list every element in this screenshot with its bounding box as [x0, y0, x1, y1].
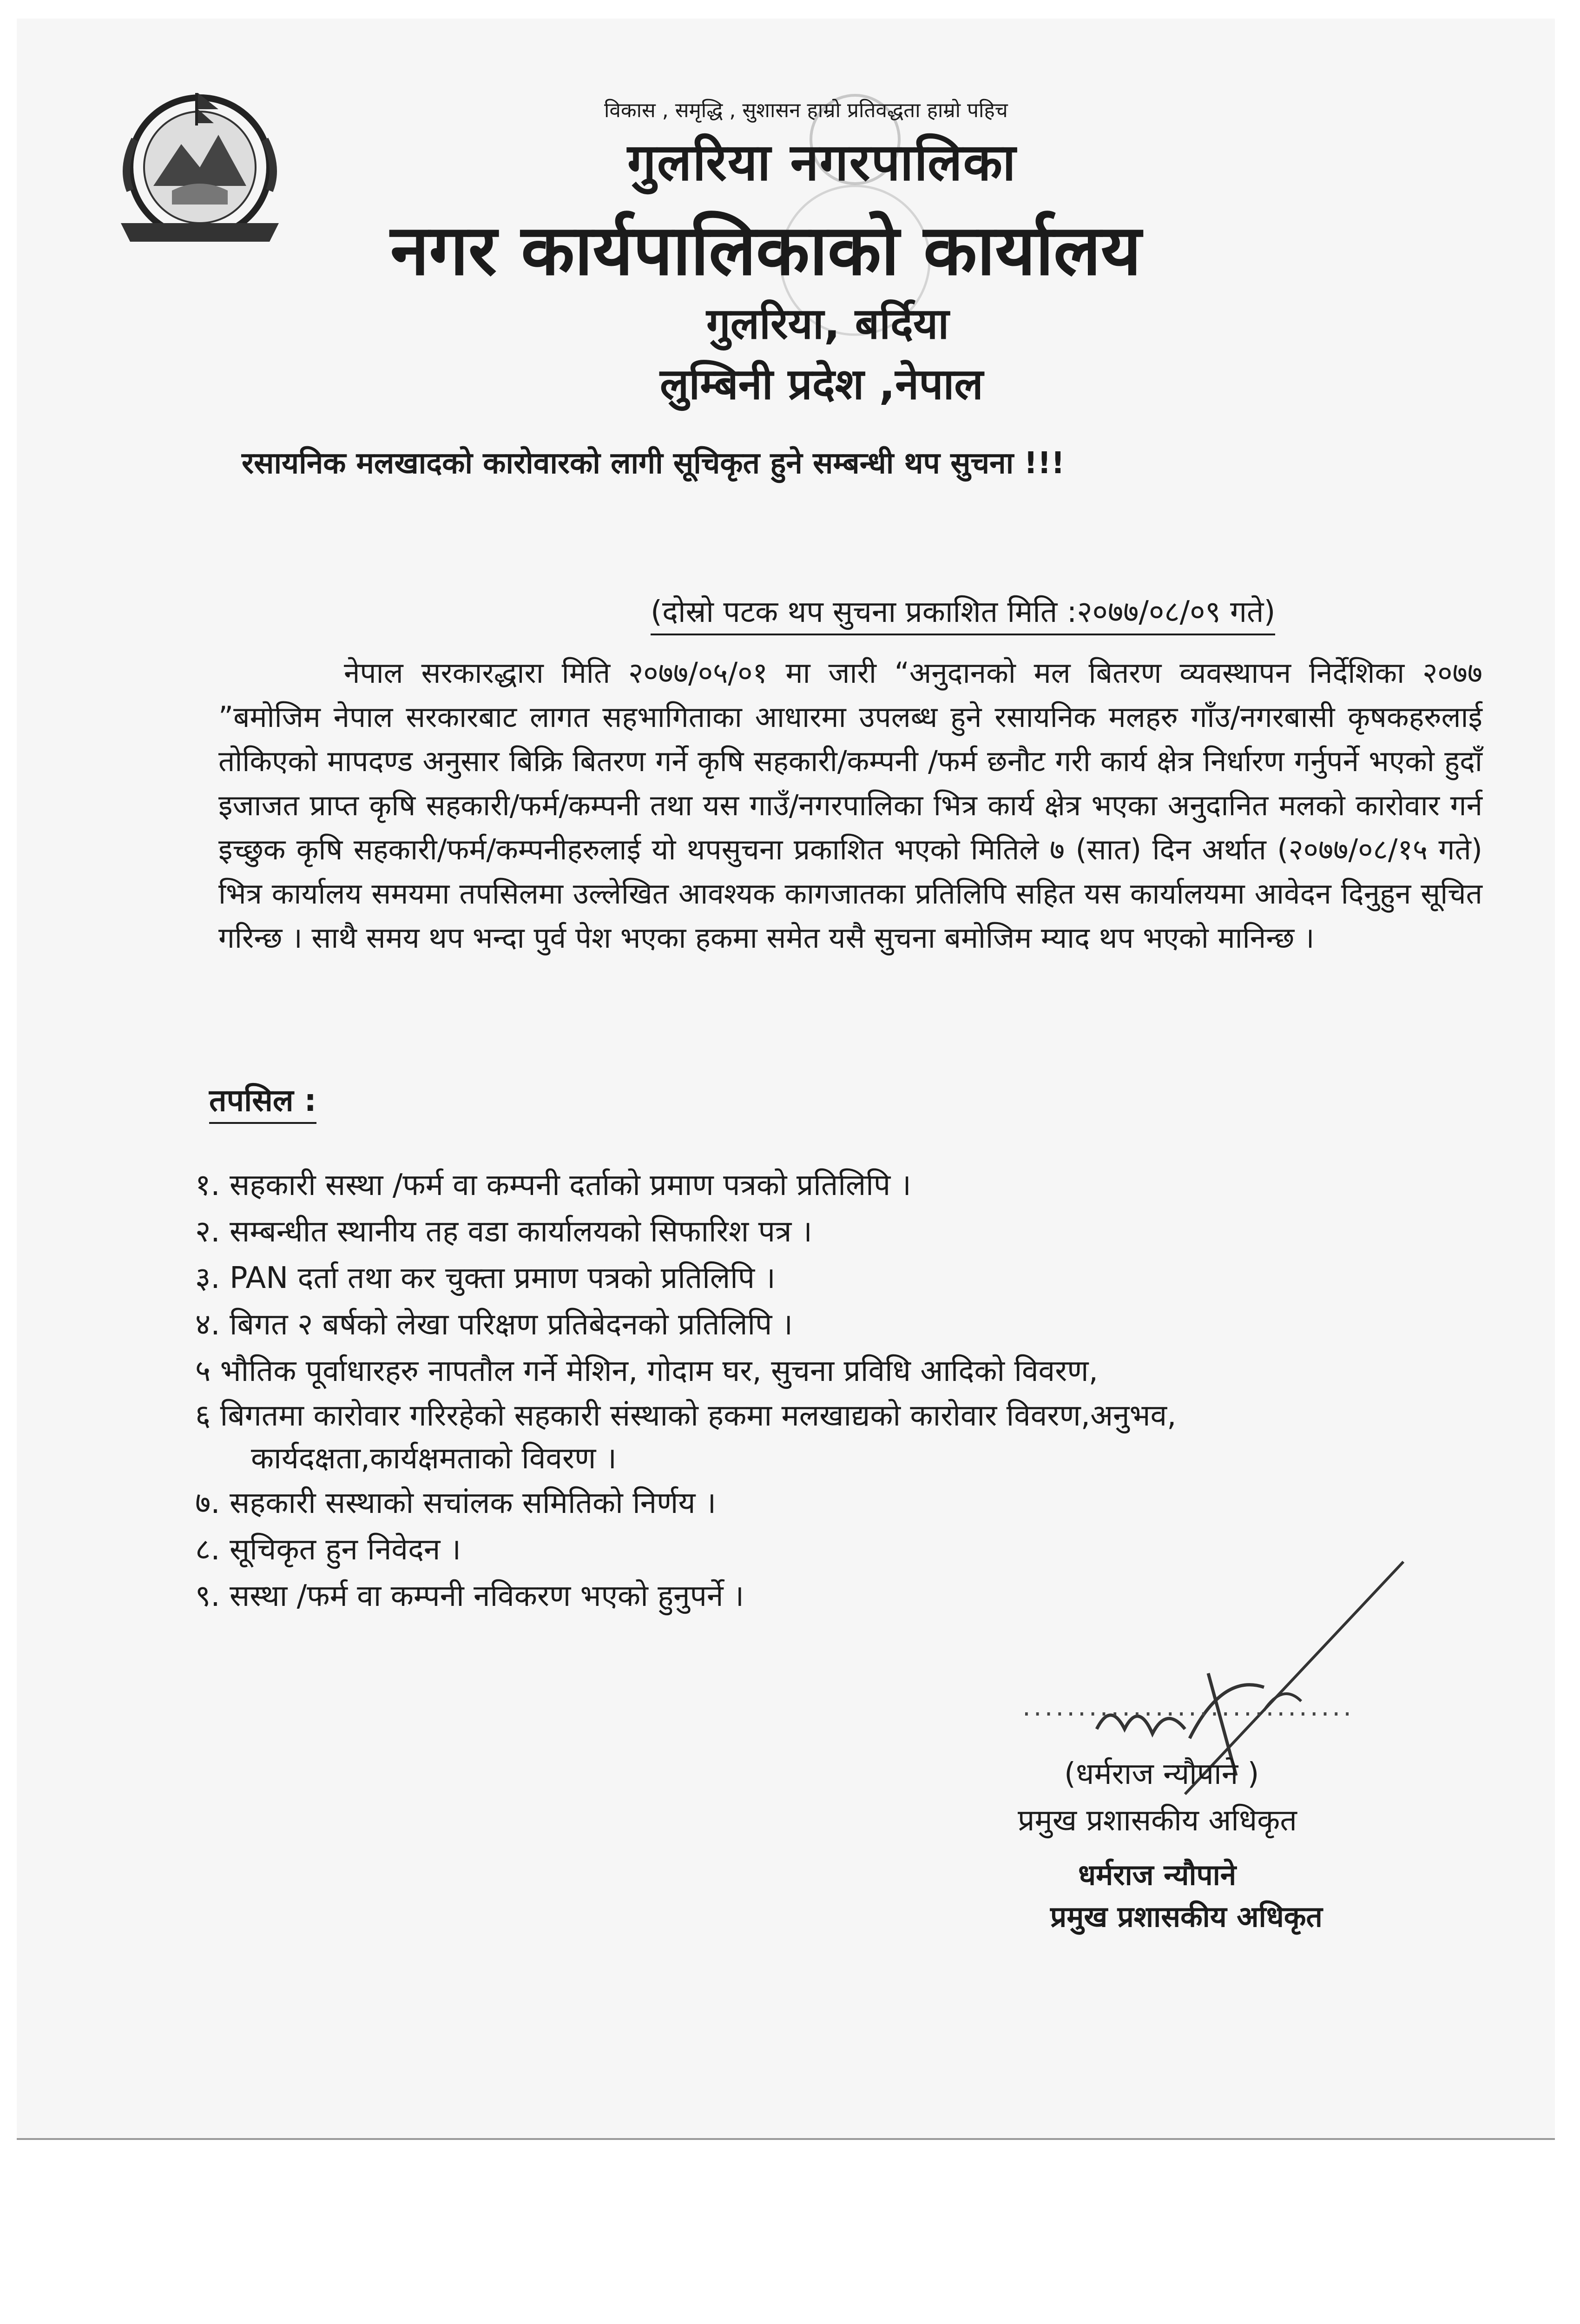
organization-name: गुलरिया नगरपालिका — [627, 132, 1017, 192]
list-item: ९. सस्था /फर्म वा कम्पनी नविकरण भएको हुनुपर्ने । — [195, 1579, 744, 1613]
motto: विकास , समृद्धि , सुशासन हाम्रो प्रतिवद्धता हाम्रो पहिच — [604, 99, 1008, 122]
list-item: २. सम्बन्धीत स्थानीय तह वडा कार्यालयको सिफारिश पत्र । — [195, 1215, 812, 1249]
list-item: ३. PAN दर्ता तथा कर चुक्ता प्रमाण पत्रको प्रतिलिपि । — [195, 1261, 776, 1295]
list-item: ४. बिगत २ बर्षको लेखा परिक्षण प्रतिबेदनको प्रतिलिपि । — [195, 1307, 793, 1342]
notice-subject: रसायनिक मलखादको कारोवारको लागी सूचिकृत हुने सम्बन्धी थप सुचना !!! — [242, 446, 1065, 481]
list-item: कार्यदक्षता,कार्यक्षमताको विवरण । — [251, 1441, 617, 1476]
address-line-1: गुलरिया, बर्दिया — [706, 299, 949, 349]
list-item: ५ भौतिक पूर्वाधारहरु नापतौल गर्ने मेशिन, गोदाम घर, सुचना प्रविधि आदिको विवरण, — [195, 1354, 1098, 1388]
notice-body: नेपाल सरकारद्धारा मिति २०७७/०५/०१ मा जारी “अनुदानको मल बितरण व्यवस्थापन निर्देशिका २०७७ ”बमोजिम नेपाल सरकारबाट लागत सहभागिताका आधारमा उपलब्ध हुने रसायनिक मलहरु गाँउ/नगरबासी कृषकहरुलाई तोकिएको मापदण्ड अनुसार बिक्रि बितरण गर्ने कृषि सहकारी/कम्पनी /फर्म छनौट गरी कार्य क्षेत्र निर्धारण गर्नुपर्ने भएको हुदाँ इजाजत प्राप्त कृषि सहकारी/फर्म/कम्पनी तथा यस गाउँ/नगरपालिका भित्र कार्य क्षेत्र भएका अनुदानित मलको कारोवार गर्न इच्छुक कृषि सहकारी/फर्म/कम्पनीहरुलाई यो थपसुचना प्रकाशित भएको मितिले ७ (सात) दिन अर्थात (२०७७/०८/१५ गते) भित्र कार्यालय समयमा तपसिलमा उल्लेखित आवश्यक कागजातका प्रतिलिपि सहित यस कार्यालयमा आवेदन दिनुहुन सूचित गरिन्छ । साथै समय थप भन्दा पुर्व पेश भएका हकमा समेत यसै सुचना बमोजिम म्याद थप भएको मानिन्छ । — [218, 656, 1482, 955]
list-item: ६ बिगतमा कारोवार गरिरहेको सहकारी संस्थाको हकमा मलखाद्यको कारोवार विवरण,अनुभव, — [195, 1399, 1177, 1433]
address-line-2: लुम्बिनी प्रदेश ,नेपाल — [660, 359, 983, 409]
signature-line: .............................. — [1022, 1692, 1355, 1722]
list-item: ८. सूचिकृत हुन निवेदन । — [195, 1532, 461, 1567]
publication-note: (दोस्रो पटक थप सुचना प्रकाशित मिति :२०७७/०८/०९ गते) — [651, 590, 1275, 635]
stamp-name: धर्मराज न्यौपाने — [1078, 1858, 1237, 1892]
signatory-name: (धर्मराज न्यौपाने ) — [1064, 1757, 1259, 1791]
tapsil-heading: तपसिल : — [209, 1078, 316, 1124]
nepal-emblem-icon — [102, 74, 297, 260]
office-title: नगर कार्यपालिकाको कार्यालय — [390, 210, 1141, 291]
list-item: १. सहकारी सस्था /फर्म वा कम्पनी दर्ताको प्रमाण पत्रको प्रतिलिपि । — [195, 1168, 911, 1202]
signatory-title: प्रमुख प्रशासकीय अधिकृत — [1018, 1803, 1297, 1838]
stamp-title: प्रमुख प्रशासकीय अधिकृत — [1050, 1900, 1323, 1934]
list-item: ७. सहकारी सस्थाको सचांलक समितिको निर्णय । — [195, 1486, 717, 1520]
